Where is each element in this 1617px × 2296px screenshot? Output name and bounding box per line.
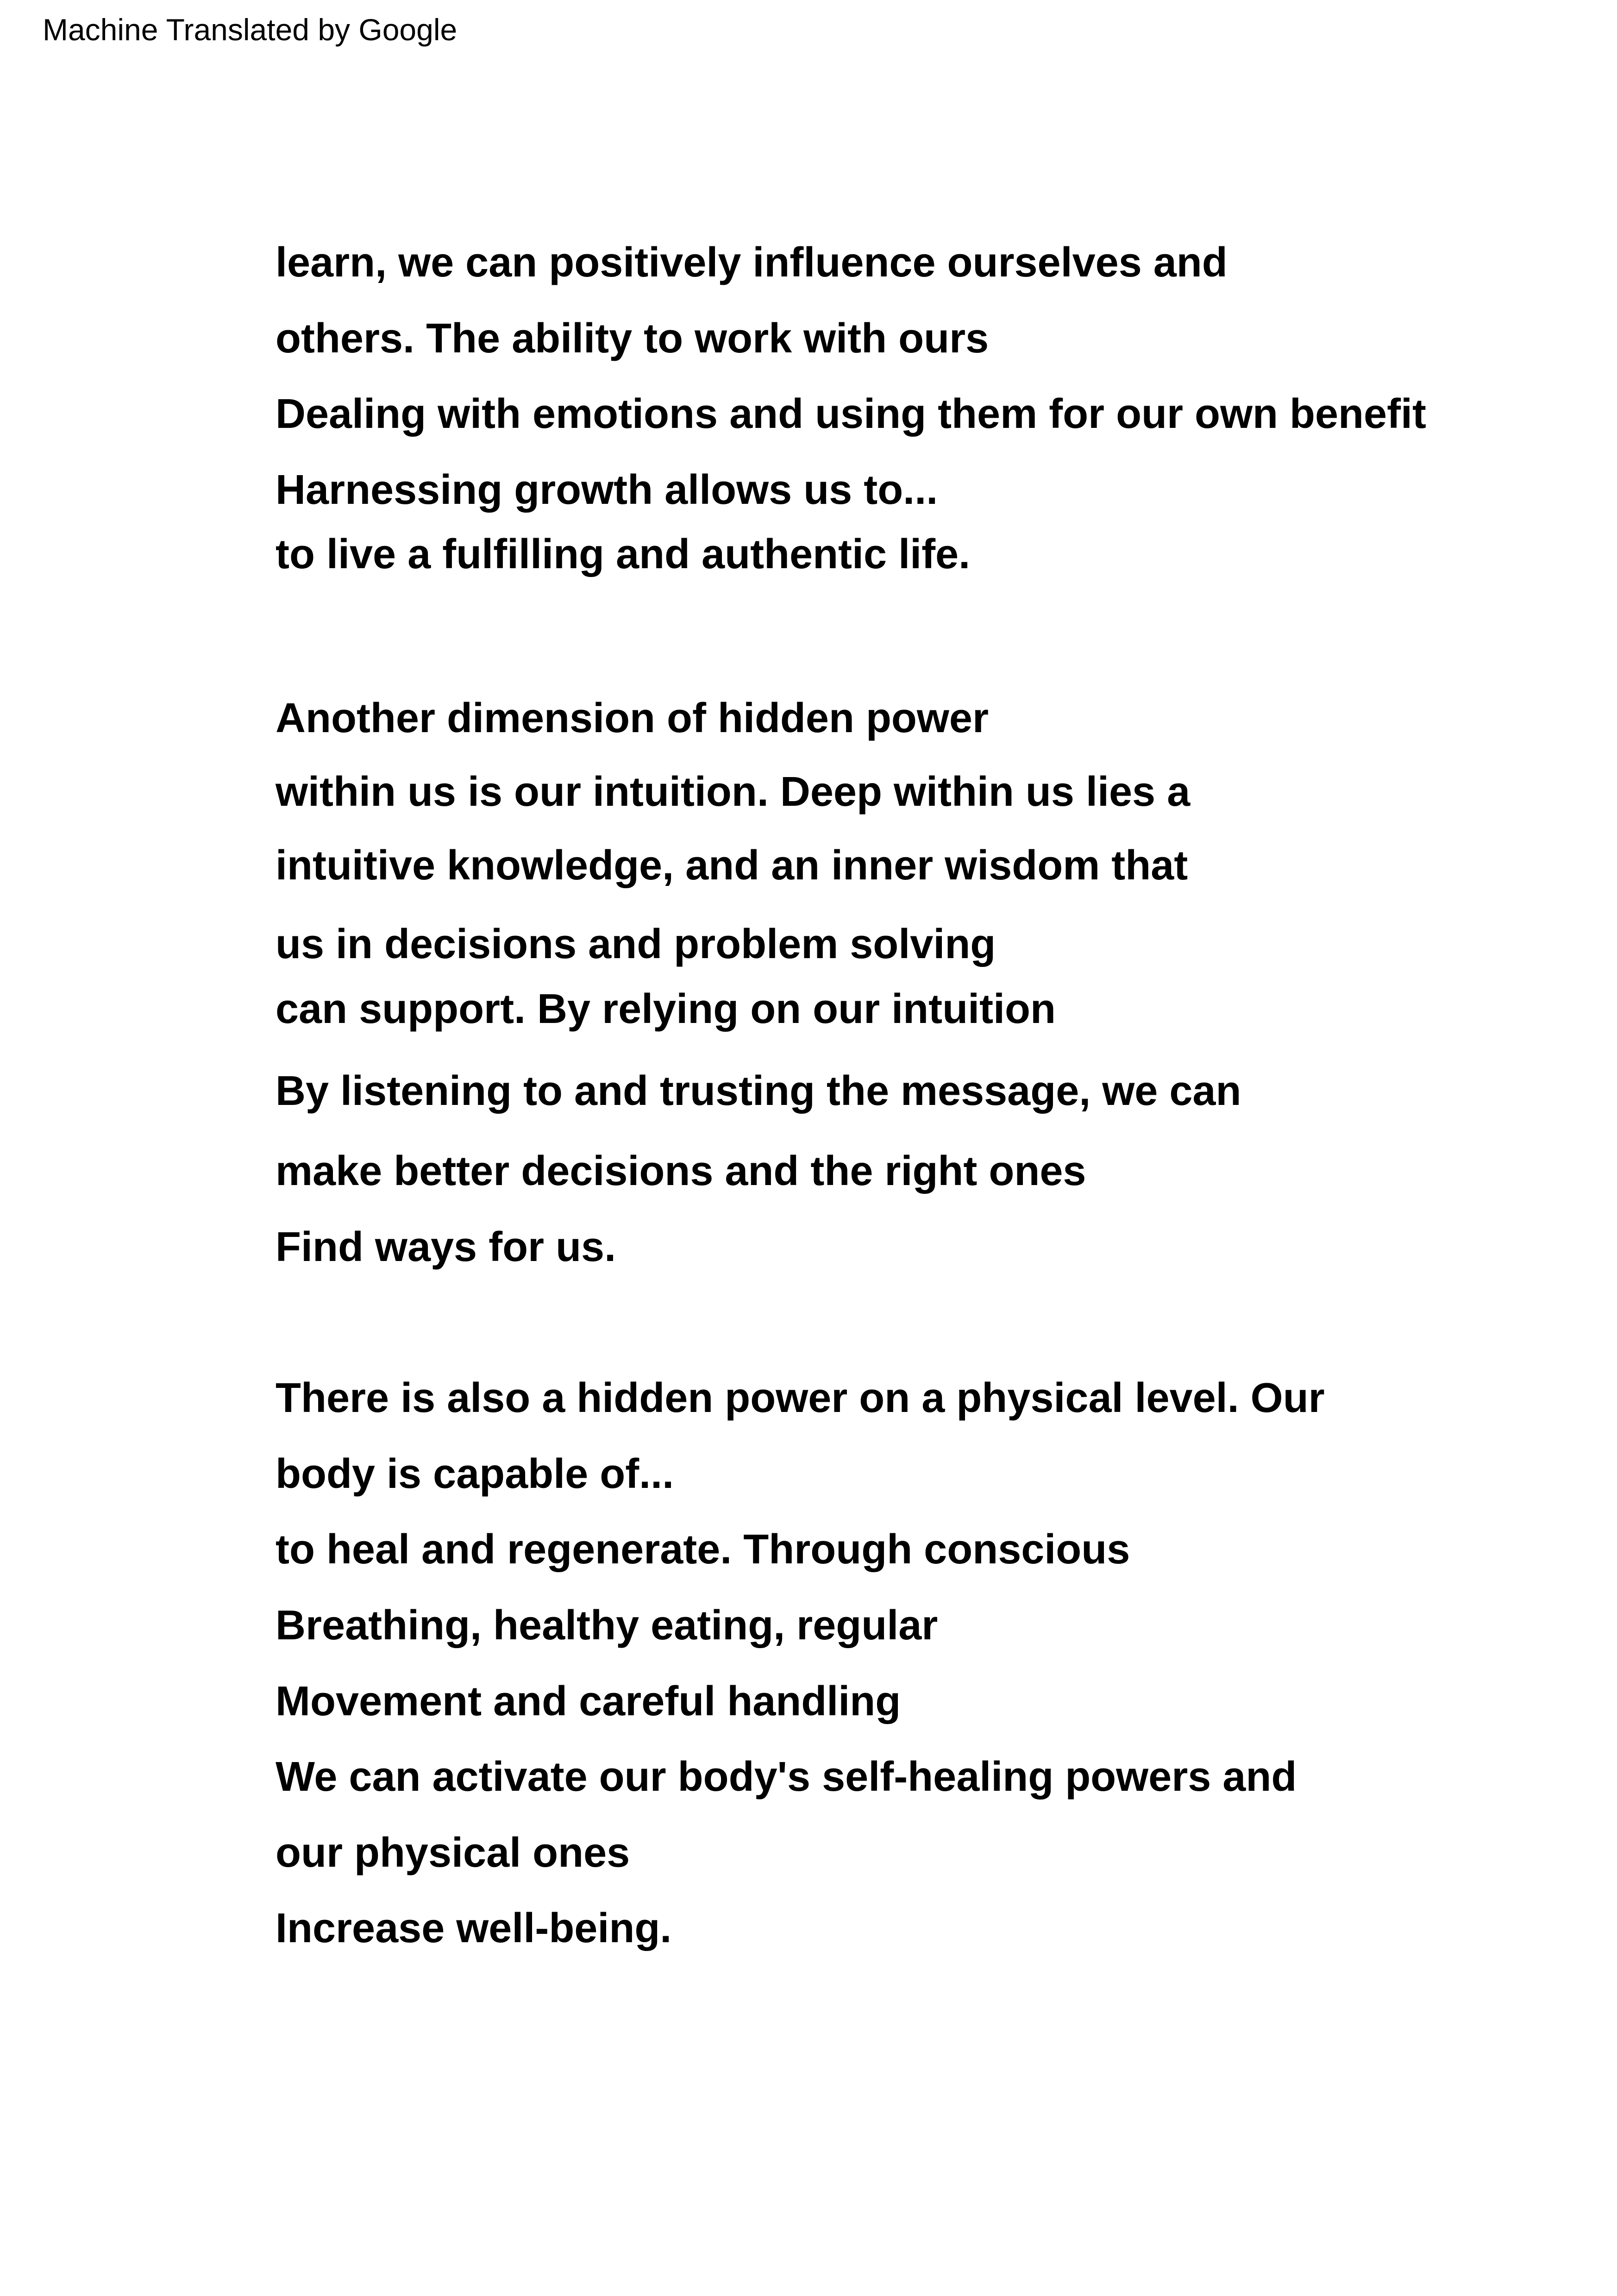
text-line: By listening to and trusting the message, we can: [276, 1068, 1241, 1114]
text-line: We can activate our body's self-healing powers and: [276, 1754, 1297, 1800]
text-line: make better decisions and the right ones: [276, 1148, 1086, 1194]
text-line: Increase well-being.: [276, 1905, 672, 1951]
text-line: to live a fulfilling and authentic life.: [276, 531, 971, 577]
machine-translation-note: Machine Translated by Google: [43, 13, 458, 47]
text-line: others. The ability to work with ours: [276, 315, 989, 362]
text-line: us in decisions and problem solving: [276, 921, 996, 967]
text-line: Harnessing growth allows us to...: [276, 467, 938, 513]
text-line: Find ways for us.: [276, 1224, 616, 1270]
text-line: our physical ones: [276, 1830, 630, 1876]
text-line: body is capable of...: [276, 1451, 674, 1497]
text-line: There is also a hidden power on a physical level. Our: [276, 1375, 1325, 1421]
text-line: intuitive knowledge, and an inner wisdom that: [276, 842, 1188, 889]
text-line: Another dimension of hidden power: [276, 695, 989, 741]
text-line: can support. By relying on our intuition: [276, 986, 1056, 1032]
text-line: within us is our intuition. Deep within us lies a: [276, 769, 1191, 815]
text-line: to heal and regenerate. Through conscious: [276, 1526, 1130, 1573]
text-line: learn, we can positively influence ourselves and: [276, 239, 1228, 286]
text-line: Movement and careful handling: [276, 1678, 901, 1725]
text-line: Breathing, healthy eating, regular: [276, 1602, 938, 1649]
text-line: Dealing with emotions and using them for our own benefit: [276, 391, 1427, 437]
